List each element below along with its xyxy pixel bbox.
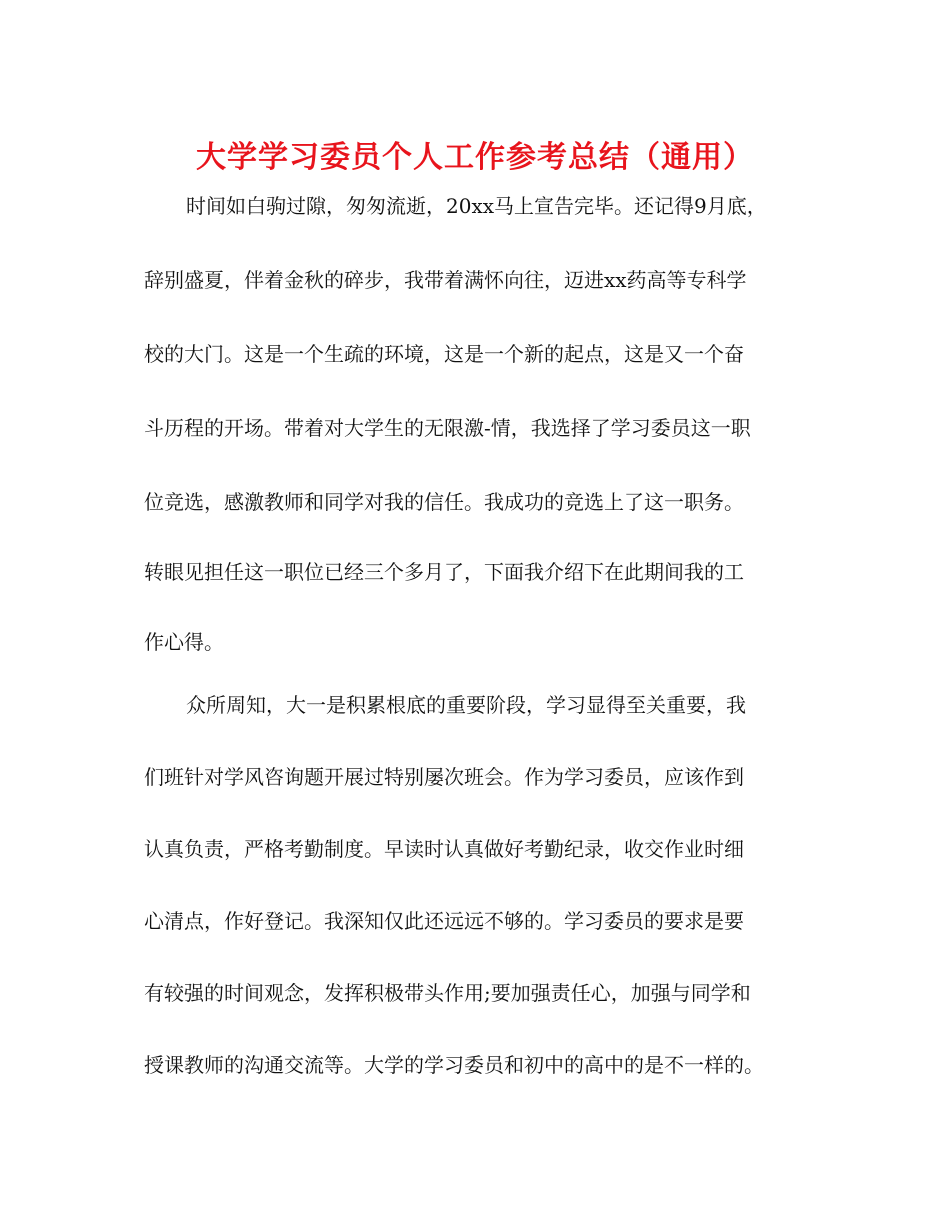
paragraph-1-line-7: 作心得。	[144, 630, 224, 654]
paragraph-2-line-5: 有较强的时间观念，发挥积极带头作用;要加强责任心，加强与同学和	[144, 981, 751, 1005]
paragraph-2-line-6: 授课教师的沟通交流等。大学的学习委员和初中的高中的是不一样的。	[144, 1053, 764, 1077]
paragraph-2-line-4: 心清点，作好登记。我深知仅此还远远不够的。学习委员的要求是要	[144, 909, 744, 933]
paragraph-1-line-4: 斗历程的开场。带着对大学生的无限激-情，我选择了学习委员这一职	[144, 416, 751, 440]
paragraph-1-line-3: 校的大门。这是一个生疏的环境，这是一个新的起点，这是又一个奋	[144, 342, 744, 366]
paragraph-2-line-1: 众所周知，大一是积累根底的重要阶段，学习显得至关重要，我	[186, 693, 746, 717]
paragraph-1-line-6: 转眼见担任这一职位已经三个多月了，下面我介绍下在此期间我的工	[144, 560, 744, 584]
paragraph-1-line-1: 时间如白驹过隙，匆匆流逝，20xx马上宣告完毕。还记得9月底，	[186, 194, 767, 218]
paragraph-2-line-2: 们班针对学风咨询题开展过特别屡次班会。作为学习委员，应该作到	[144, 765, 744, 789]
document-title: 大学学习委员个人工作参考总结（通用）	[196, 140, 754, 175]
paragraph-1-line-5: 位竞选，感激教师和同学对我的信任。我成功的竞选上了这一职务。	[144, 490, 744, 514]
paragraph-1-line-2: 辞别盛夏，伴着金秋的碎步，我带着满怀向往，迈进xx药高等专科学	[144, 268, 747, 292]
paragraph-2-line-3: 认真负责，严格考勤制度。早读时认真做好考勤纪录，收交作业时细	[144, 837, 744, 861]
